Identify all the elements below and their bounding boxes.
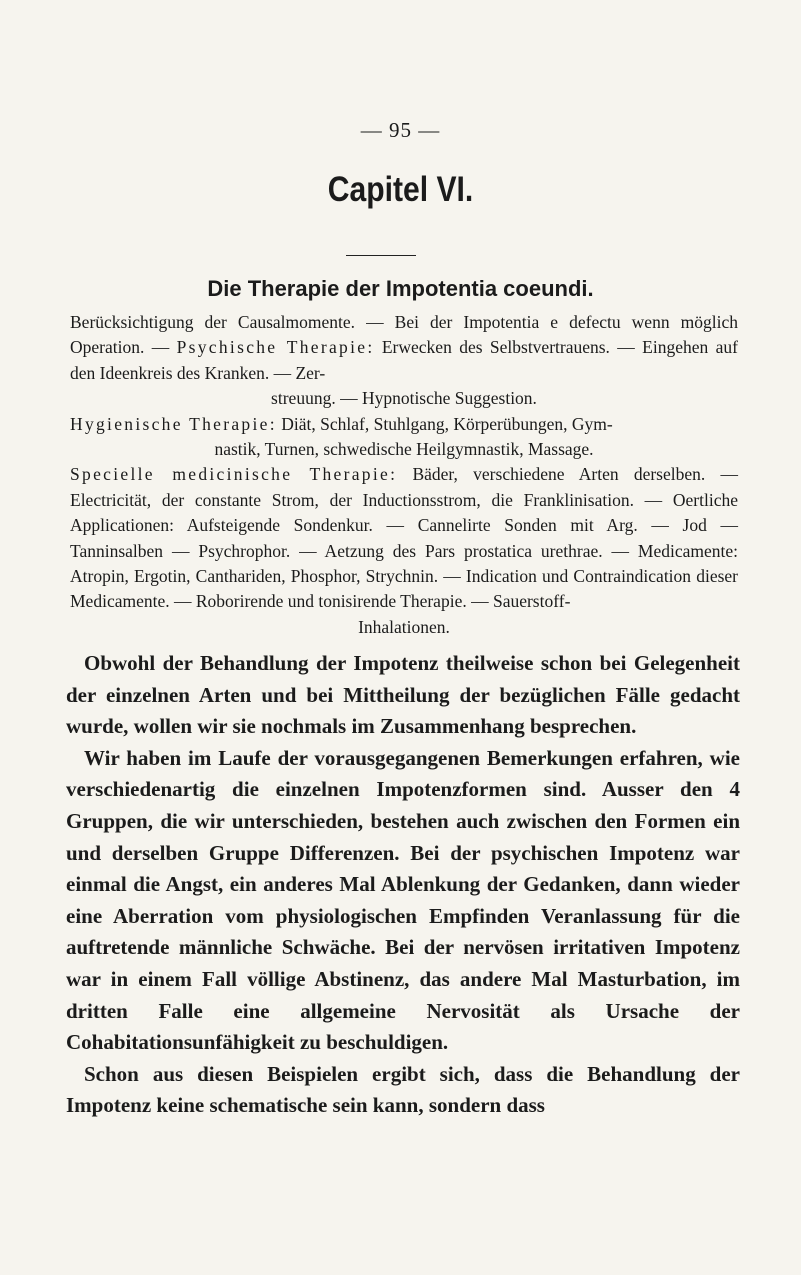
summary-psych-cont: streuung. — Hypnotische Suggestion. <box>271 388 537 409</box>
body-text <box>66 648 740 1122</box>
body-paragraph-1: Obwohl der Behandlung der Impotenz theilweise schon bei Gelegenheit der einzelnen Arten und bei Mittheilung der bezüglichen Fälle gedacht wurde, wollen wir sie nochmals im Zusammenhang besprechen. <box>66 651 740 739</box>
summary-psych-text: Erwecken des Selbstvertrauens. — Eingehen auf den Ideenkreis des Kranken. — Zer- <box>70 337 738 383</box>
summary-paragraph-hygiene <box>70 412 738 437</box>
summary-paragraph-special <box>70 462 738 614</box>
summary-hyg-cont: nastik, Turnen, schwedische Heilgymnastik, Massage. <box>214 439 594 460</box>
body-paragraph-3: Schon aus diesen Beispielen ergibt sich, dass die Behandlung der Impotenz keine schematische sein kann, sondern dass <box>66 1061 740 1118</box>
summary-causal-text: Berücksichtigung der Causalmomente. — Bei der Impotentia e defectu wenn möglich Operation. — <box>70 312 738 358</box>
chapter-title: Capitel VI. <box>327 170 474 209</box>
summary-paragraph-causal <box>70 310 738 386</box>
section-title: Die Therapie der Impotentia coeundi. <box>207 276 594 301</box>
summary-spec-label: Specielle medicinische Therapie: <box>70 464 398 485</box>
summary-psych-label: Psychische Therapie: <box>176 337 375 358</box>
body-paragraph-2: Wir haben im Laufe der vorausgegangenen Bemerkungen erfahren, wie verschiedenartig die einzelnen Impotenzformen sind. Ausser den 4 Gruppen, die wir unterschieden, bestehen auch zwischen den Formen ein und derselben Gruppe Differenzen. Bei der psychischen Impotenz war einmal die Angst, ein anderes Mal Ablenkung der Gedanken, dann wieder eine Aberration vom physiologischen Empfinden Veranlassung für die auftretende männliche Schwäche. Bei der nervösen irritativen Impotenz war in einem Fall völlige Abstinenz, das andere Mal Masturbation, im dritten Falle eine allgemeine Nervosität als Ursache der Cohabitationsunfähigkeit zu beschuldigen. <box>66 745 740 1055</box>
chapter-summary <box>70 310 738 640</box>
title-divider <box>346 255 416 256</box>
page-number: — 95 — <box>360 118 441 142</box>
summary-hyg-text: Diät, Schlaf, Stuhlgang, Körperübungen, Gym- <box>276 413 613 434</box>
summary-hyg-label: Hygienische Therapie: <box>70 413 277 434</box>
summary-spec-cont: Inhalationen. <box>358 616 450 637</box>
summary-spec-text: Bäder, verschiedene Arten derselben. — Electricität, der constante Strom, der Inductionsstrom, die Franklinisation. — Oertliche Applicationen: Aufsteigende Sondenkur. — Cannelirte Sonden mit Arg. — Jod — Tanninsalben — Psychrophor. — Aetzung des Pars prostatica urethrae. — Medicamente: Atropin, Ergotin, Canthariden, Phosphor, Strychnin. — Indication und Contraindication dieser Medicamente. — Roborirende und tonisirende Therapie. — Sauerstoff- <box>70 464 738 612</box>
